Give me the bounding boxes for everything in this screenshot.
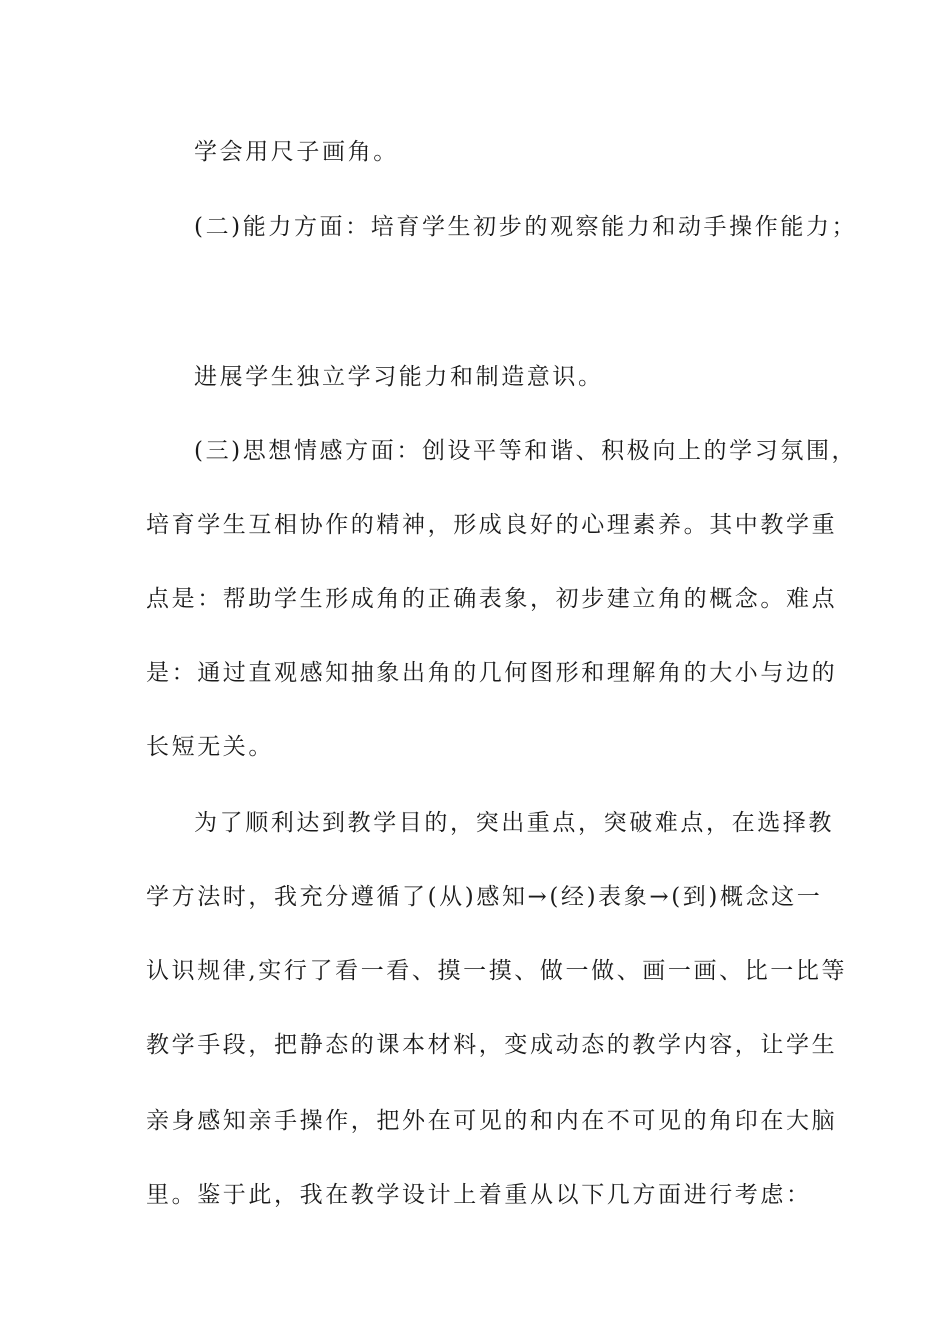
text-line: 点是：帮助学生形成角的正确表象，初步建立角的概念。难点 bbox=[146, 586, 838, 612]
text-line: (二)能力方面：培育学生初步的观察能力和动手操作能力； bbox=[194, 214, 858, 240]
text-line: 学方法时，我充分遵循了(从)感知→(经)表象→(到)概念这一 bbox=[146, 884, 823, 910]
text-line: 亲身感知亲手操作，把外在可见的和内在不可见的角印在大脑 bbox=[146, 1108, 838, 1134]
text-line: (三)思想情感方面：创设平等和谐、积极向上的学习氛围， bbox=[194, 438, 858, 464]
text-line: 培育学生互相协作的精神，形成良好的心理素养。其中教学重 bbox=[146, 512, 838, 538]
text-line: 认识规律,实行了看一看、摸一摸、做一做、画一画、比一比等 bbox=[146, 958, 848, 984]
text-line: 长短无关。 bbox=[146, 734, 274, 760]
text-line: 进展学生独立学习能力和制造意识。 bbox=[194, 364, 604, 390]
text-line: 是：通过直观感知抽象出角的几何图形和理解角的大小与边的 bbox=[146, 660, 838, 686]
text-line: 为了顺利达到教学目的，突出重点，突破难点，在选择教 bbox=[194, 810, 834, 836]
text-line: 教学手段，把静态的课本材料，变成动态的教学内容，让学生 bbox=[146, 1032, 838, 1058]
text-line: 学会用尺子画角。 bbox=[194, 139, 399, 165]
text-line: 里。鉴于此，我在教学设计上着重从以下几方面进行考虑： bbox=[146, 1182, 812, 1208]
